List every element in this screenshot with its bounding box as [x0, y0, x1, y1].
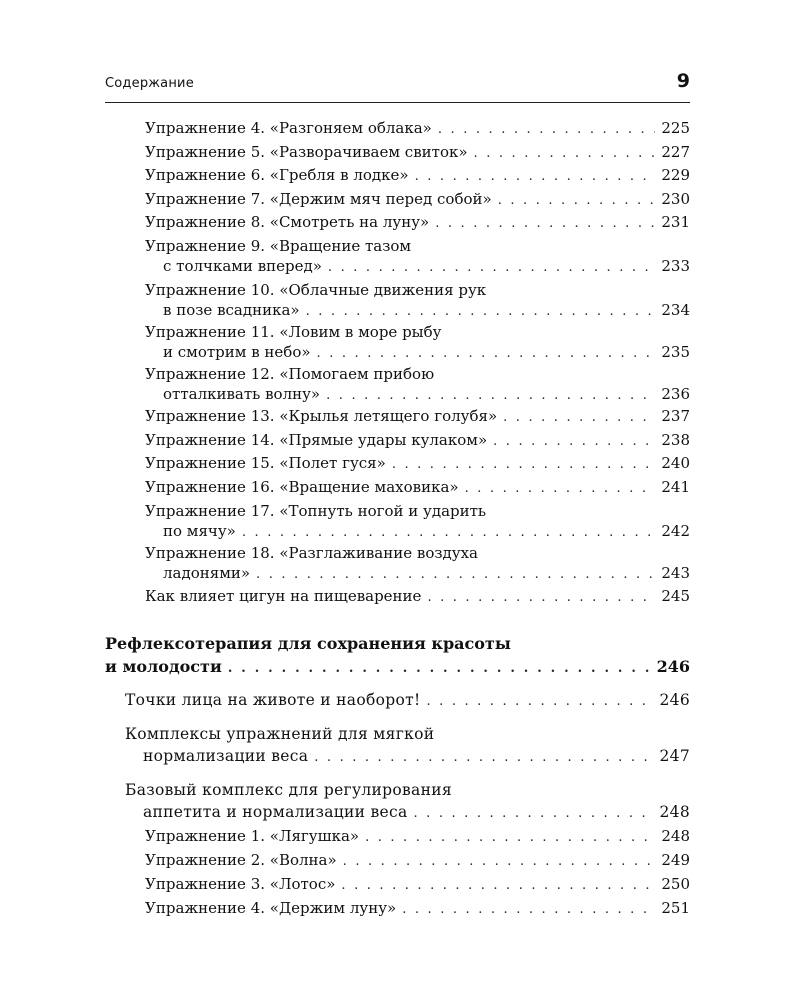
toc-entry[interactable] [145, 453, 690, 473]
toc-entry-page: 234 [661, 301, 690, 319]
toc-entry-title: Упражнение 8. «Смотреть на луну» [145, 213, 430, 231]
toc-entry[interactable] [145, 118, 690, 138]
dot-leader [438, 120, 655, 140]
toc-entry[interactable] [145, 236, 690, 276]
toc-entry[interactable] [145, 826, 690, 846]
toc-entry-page: 241 [661, 478, 690, 496]
toc-entry-title: Упражнение 4. «Держим луну» [145, 899, 397, 917]
dot-leader [414, 804, 654, 824]
toc-entry[interactable] [145, 322, 690, 362]
toc-entry[interactable] [145, 874, 690, 894]
toc-entry[interactable] [125, 780, 690, 824]
dot-leader [256, 565, 655, 585]
toc-entry[interactable] [145, 165, 690, 185]
dot-leader [392, 455, 656, 475]
toc-entry-title: Точки лица на животе и наоборот! [125, 691, 421, 709]
toc-entry-title: Упражнение 18. «Разглаживание воздуха [145, 544, 478, 562]
dot-leader [498, 191, 656, 211]
toc-entry[interactable] [145, 850, 690, 870]
toc-entry-title: ладонями» [163, 564, 251, 582]
toc-entry-title: Упражнение 5. «Разворачиваем свиток» [145, 143, 468, 161]
toc-entry-page: 238 [661, 431, 690, 449]
toc-entry-title: Упражнение 10. «Облачные движения рук [145, 281, 487, 299]
toc-entry[interactable] [105, 634, 690, 680]
toc-entry-title: Упражнение 12. «Помогаем прибою [145, 365, 435, 383]
toc-entry[interactable] [145, 212, 690, 232]
toc-entry-title: с толчками вперед» [163, 257, 322, 275]
dot-leader [503, 408, 655, 428]
dot-leader [306, 302, 656, 322]
toc-entry-title: нормализации веса [143, 747, 309, 765]
toc-entry-title: Упражнение 3. «Лотос» [145, 875, 336, 893]
toc-entry-page: 248 [661, 827, 690, 845]
toc-entry-page: 229 [661, 166, 690, 184]
toc-entry-title: Упражнение 4. «Разгоняем облака» [145, 119, 432, 137]
dot-leader [427, 588, 655, 608]
toc-entry-page: 236 [661, 385, 690, 403]
toc-entry-title: Упражнение 7. «Держим мяч перед собой» [145, 190, 492, 208]
toc-entry-page: 250 [661, 875, 690, 893]
toc-entry-title: Упражнение 15. «Полет гуся» [145, 454, 386, 472]
toc-entry-page: 251 [661, 899, 690, 917]
dot-leader [343, 852, 656, 872]
toc-entry-title: Упражнение 9. «Вращение тазом [145, 237, 412, 255]
toc-entry-page: 227 [661, 143, 690, 161]
toc-entry-title: Упражнение 16. «Вращение маховика» [145, 478, 459, 496]
toc-entry-title: Рефлексотерапия для сохранения красоты [105, 634, 511, 653]
toc-entry-page: 233 [661, 257, 690, 275]
toc-entry[interactable] [145, 898, 690, 918]
toc-entry-page: 230 [661, 190, 690, 208]
toc-entry[interactable] [125, 724, 690, 768]
dot-leader [402, 900, 655, 920]
toc-entry-title: Упражнение 11. «Ловим в море рыбу [145, 323, 442, 341]
toc-entry-page: 242 [661, 522, 690, 540]
toc-entry-page: 246 [659, 691, 690, 709]
toc-entry-page: 231 [661, 213, 690, 231]
toc-entry-page: 243 [661, 564, 690, 582]
toc-entry-title: и смотрим в небо» [163, 343, 311, 361]
dot-leader [435, 214, 655, 234]
toc-entry-page: 225 [661, 119, 690, 137]
dot-leader [341, 876, 655, 896]
dot-leader [365, 828, 655, 848]
toc-entry-title: Комплексы упражнений для мягкой [125, 725, 435, 743]
toc-entry-title: аппетита и нормализации веса [143, 803, 408, 821]
toc-entry-page: 247 [659, 747, 690, 765]
dot-leader [415, 167, 656, 187]
toc-entry-title: Упражнение 1. «Лягушка» [145, 827, 360, 845]
toc-entry-page: 249 [661, 851, 690, 869]
running-header [105, 70, 690, 103]
dot-leader [326, 386, 655, 406]
toc-entry-title: Как влияет цигун на пищеварение [145, 587, 422, 605]
toc-entry-page: 248 [659, 803, 690, 821]
dot-leader [314, 748, 653, 768]
dot-leader [465, 479, 656, 499]
toc-entry[interactable] [145, 189, 690, 209]
toc-entry-title: Упражнение 14. «Прямые удары кулаком» [145, 431, 488, 449]
toc-entry-title: в позе всадника» [163, 301, 300, 319]
dot-leader [242, 523, 656, 543]
toc-entry-title: Упражнение 17. «Топнуть ногой и ударить [145, 502, 487, 520]
toc-entry-title: Базовый комплекс для регулирования [125, 781, 452, 799]
toc-entry-page: 237 [661, 407, 690, 425]
toc-entry-title: отталкивать волну» [163, 385, 321, 403]
dot-leader [228, 659, 651, 679]
dot-leader [493, 432, 655, 452]
toc-entry[interactable] [145, 477, 690, 497]
toc-entry-title: Упражнение 6. «Гребля в лодке» [145, 166, 409, 184]
dot-leader [474, 144, 656, 164]
toc-entry[interactable] [145, 280, 690, 320]
toc-entry[interactable] [145, 543, 690, 583]
dot-leader [328, 258, 655, 278]
toc-entry-page: 245 [661, 587, 690, 605]
header-title: Содержание [105, 76, 194, 91]
toc-entry-title: Упражнение 2. «Волна» [145, 851, 337, 869]
toc-entry-title: и молодости [105, 657, 222, 676]
page-number: 9 [676, 70, 690, 92]
toc-entry-page: 240 [661, 454, 690, 472]
toc-entry-page: 235 [661, 343, 690, 361]
toc-entry-title: Упражнение 13. «Крылья летящего голубя» [145, 407, 498, 425]
toc-entry[interactable] [145, 364, 690, 404]
toc-entry[interactable] [145, 406, 690, 426]
toc-entry[interactable] [145, 586, 690, 606]
dot-leader [426, 692, 653, 712]
toc-entry-title: по мячу» [163, 522, 236, 540]
toc-entry[interactable] [145, 142, 690, 162]
dot-leader [317, 344, 656, 364]
toc-entry-page: 246 [656, 657, 690, 676]
toc-entry[interactable] [145, 430, 690, 450]
toc-entry[interactable] [125, 690, 690, 712]
toc-entry[interactable] [145, 501, 690, 541]
